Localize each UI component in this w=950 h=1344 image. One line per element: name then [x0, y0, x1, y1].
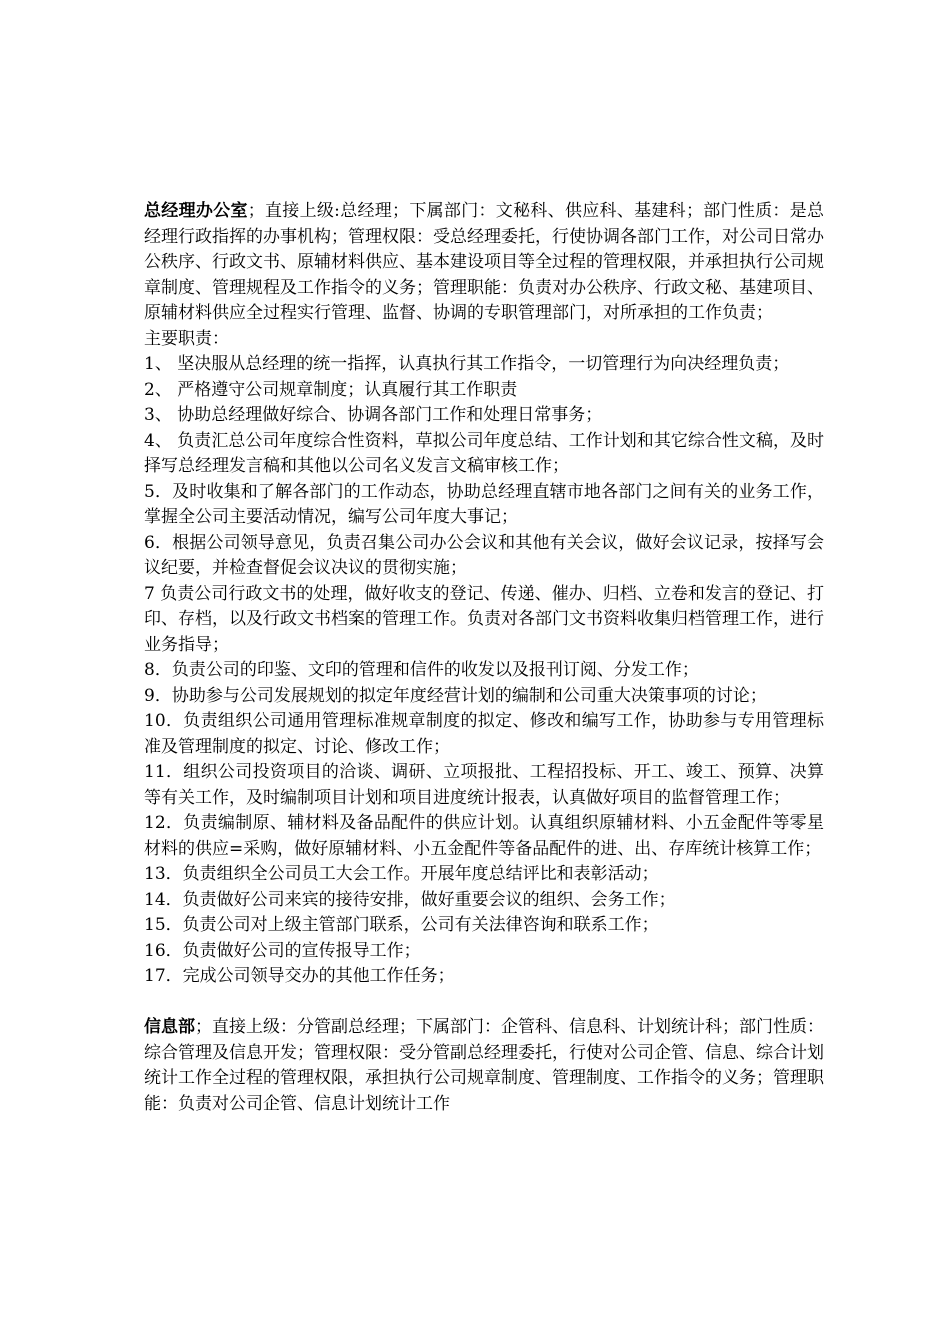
document-page: [144, 199, 824, 1117]
section-information-department: [144, 1015, 824, 1117]
section-title: 总经理办公室: [144, 201, 248, 221]
duty-item: 5．及时收集和了解各部门的工作动态，协助总经理直辖市地各部门之间有关的业务工作，掌握全公司主要活动情况，编写公司年度大事记；: [144, 481, 824, 527]
duty-item: 13．负责组织全公司员工大会工作。开展年度总结评比和表彰活动；: [144, 864, 659, 884]
duty-item: 2、 严格遵守公司规章制度；认真履行其工作职责: [144, 379, 518, 400]
duty-item: 17．完成公司领导交办的其他工作任务；: [144, 966, 455, 986]
duty-item: 9．协助参与公司发展规划的拟定年度经营计划的编制和公司重大决策事项的讨论；: [144, 685, 767, 706]
duty-item: 10．负责组织公司通用管理标准规章制度的拟定、修改和编写工作，协助参与专用管理标准及管理制度的拟定、讨论、修改工作；: [144, 711, 824, 757]
duty-item: 12．负责编制原、辅材料及备品配件的供应计划。认真组织原辅材料、小五金配件等零星材料的供应=采购，做好原辅材料、小五金配件等备品配件的进、出、存库统计核算工作；: [144, 813, 824, 859]
duty-item: 16．负责做好公司的宣传报导工作；: [144, 940, 421, 961]
section-title: 信息部: [144, 1017, 195, 1037]
section-spacer: [144, 990, 824, 1016]
duty-item: 4、 负责汇总公司年度综合性资料，草拟公司年度总结、工作计划和其它综合性文稿，及时择写总经理发言稿和其他以公司名义发言文稿审核工作；: [144, 430, 824, 476]
duty-item: 11．组织公司投资项目的洽谈、调研、立项报批、工程招投标、开工、竣工、预算、决算等有关工作，及时编制项目计划和项目进度统计报表，认真做好项目的监督管理工作；: [144, 762, 824, 808]
section-intro: [144, 1015, 824, 1117]
duty-item: 3、 协助总经理做好综合、协调各部门工作和处理日常事务；: [144, 405, 603, 425]
duty-item: 15．负责公司对上级主管部门联系，公司有关法律咨询和联系工作；: [144, 915, 659, 935]
duties-heading: 主要职责：: [144, 328, 229, 349]
duty-item: 1、 坚决服从总经理的统一指挥，认真执行其工作指令，一切管理行为向决经理负责；: [144, 354, 790, 374]
duty-item: 8．负责公司的印鉴、文印的管理和信件的收发以及报刊订阅、分发工作；: [144, 660, 699, 680]
duty-list: [144, 352, 824, 990]
section-general-manager-office: [144, 199, 824, 990]
section-intro-text: ；直接上级:总经理；下属部门：文秘科、供应科、基建科；部门性质：是总经理行政指挥的办事机构；管理权限：受总经理委托，行使协调各部门工作，对公司日常办公秩序、行政文书、原辅材料供应、基本建设项目等全过程的管理权限，并承担执行公司规章制度、管理规程及工作指令的义务；管理职能：负责对办公秩序、行政文秘、基建项目、原辅材料供应全过程实行管理、监督、协调的专职管理部门，对所承担的工作负责；: [144, 201, 824, 323]
section-intro-text: ；直接上级：分管副总经理；下属部门：企管科、信息科、计划统计科；部门性质：综合管理及信息开发；管理权限：受分管副总经理委托，行使对公司企管、信息、综合计划统计工作全过程的管理权限，承担执行公司规章制度、管理制度、工作指令的义务；管理职能：负责对公司企管、信息计划统计工作: [144, 1017, 824, 1114]
duty-item: 6．根据公司领导意见，负责召集公司办公会议和其他有关会议，做好会议记录，按择写会议纪要，并检查督促会议决议的贯彻实施；: [144, 532, 824, 578]
section-intro: [144, 199, 824, 327]
duty-item: 14．负责做好公司来宾的接待安排，做好重要会议的组织、会务工作；: [144, 889, 676, 910]
duty-item: 7 负责公司行政文书的处理，做好收支的登记、传递、催办、归档、立卷和发言的登记、打印、存档，以及行政文书档案的管理工作。负责对各部门文书资料收集归档管理工作，进行业务指导；: [144, 583, 824, 655]
